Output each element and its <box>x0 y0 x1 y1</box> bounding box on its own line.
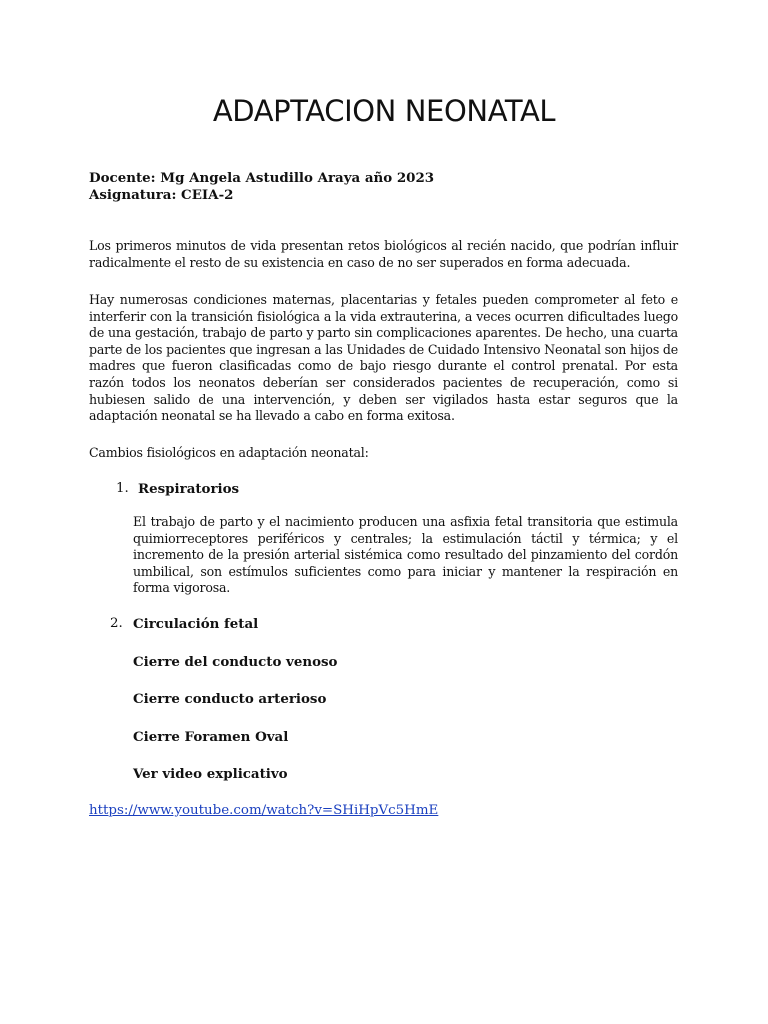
respiratorios-paragraph: El trabajo de parto y el nacimiento producen una asfixia fetal transitoria que estimula quimiorreceptores periféricos y centrales; la estimulación táctil y térmica; y el incremento de la presión arterial sistémica como resultado del pinzamiento del cordón umbilical, son estímulos suficientes como para iniciar y mantener la respiración en forma vigorosa. <box>133 514 678 596</box>
subitem-video-explicativo: Ver video explicativo <box>133 766 288 782</box>
subitem-conducto-arterioso: Cierre conducto arterioso <box>133 691 327 707</box>
list-title-circulacion-fetal: Circulación fetal <box>133 616 259 632</box>
youtube-link[interactable]: https://www.youtube.com/watch?v=SHiHpVc5HmE <box>89 803 439 818</box>
asignatura-line: Asignatura: CEIA-2 <box>89 187 234 203</box>
list-number-1: 1. <box>116 481 129 496</box>
document-title: ADAPTACION NEONATAL <box>212 94 556 128</box>
subitem-conducto-venoso: Cierre del conducto venoso <box>133 654 338 670</box>
subitem-foramen-oval: Cierre Foramen Oval <box>133 729 289 745</box>
changes-heading: Cambios fisiológicos en adaptación neonatal: <box>89 445 369 460</box>
list-number-2: 2. <box>110 616 123 631</box>
conditions-paragraph: Hay numerosas condiciones maternas, placentarias y fetales pueden comprometer al feto e interferir con la transición fisiológica a la vida extrauterina, a veces ocurren dificultades luego de una gestación, trabajo de parto y parto sin complicaciones aparentes. De hecho, una cuarta parte de los pacientes que ingresan a las Unidades de Cuidado Intensivo Neonatal son hijos de madres que fueron clasificadas como de bajo riesgo durante el control prenatal. Por esta razón todos los neonatos deberían ser considerados pacientes de recuperación, como si hubiesen salido de una intervención, y deben ser vigilados hasta estar seguros que la adaptación neonatal se ha llevado a cabo en forma exitosa. <box>89 292 678 424</box>
list-title-respiratorios: Respiratorios <box>138 481 240 497</box>
intro-paragraph: Los primeros minutos de vida presentan retos biológicos al recién nacido, que podrían influir radicalmente el resto de su existencia en caso de no ser superados en forma adecuada. <box>89 238 678 270</box>
docente-line: Docente: Mg Angela Astudillo Araya año 2023 <box>89 170 435 186</box>
